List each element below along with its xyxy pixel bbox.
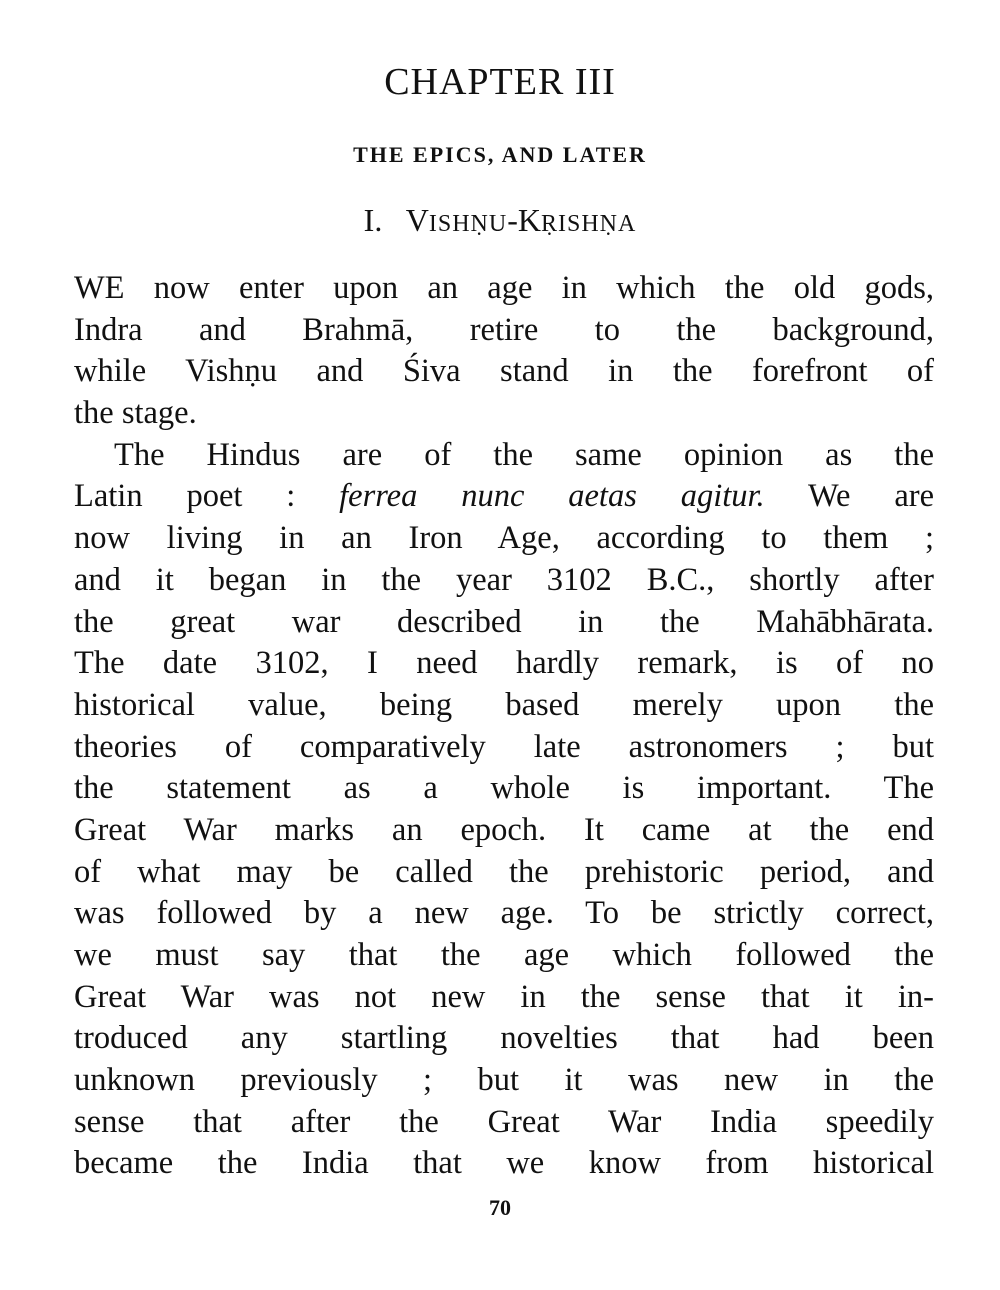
paragraph1-line: [74, 310, 934, 352]
paragraph2-line: [74, 518, 934, 560]
paragraph2-line-text: sense that after the Great War India speedily: [74, 1103, 934, 1140]
paragraph2-line-text: Great War was not new in the sense that it in-: [74, 978, 934, 1015]
paragraph2-line: [74, 935, 934, 977]
paragraph2-line-text: became the India that we know from historical: [74, 1145, 934, 1182]
section-title-sep: -: [507, 202, 518, 238]
section-number: I.: [363, 202, 383, 238]
paragraph2-line-mixed: [74, 476, 934, 518]
paragraph2-line: [74, 685, 934, 727]
paragraph2-line: [74, 893, 934, 935]
paragraph2-line: [74, 435, 934, 477]
section-title-rest2: ṚISHṆA: [540, 211, 637, 237]
paragraph2-line-text: we must say that the age which followed the: [74, 937, 934, 973]
paragraph2-line: [74, 727, 934, 769]
paragraph2-line-text: now living in an Iron Age, according to them ;: [74, 520, 934, 557]
paragraph2-line-text: The Hindus are of the same opinion as the: [114, 436, 934, 473]
paragraph2-line-text: the statement as a whole is important. The: [74, 770, 934, 807]
paragraph2-line-text: of what may be called the prehistoric period, and: [74, 853, 934, 890]
paragraph2-line-text: and it began in the year 3102 B.C., shortly after: [74, 561, 934, 598]
paragraph2-line-text: Great War marks an epoch. It came at the end: [74, 811, 934, 848]
section-title-cap2: K: [517, 202, 541, 238]
chapter-title: CHAPTER III: [384, 61, 616, 103]
paragraph1-line: [74, 351, 934, 393]
paragraph2-line: [74, 1102, 934, 1144]
paragraph2-line: [74, 560, 934, 602]
paragraph2-line-text: was followed by a new age. To be strictly correct,: [74, 895, 934, 932]
chapter-subtitle: THE EPICS, AND LATER: [353, 142, 647, 167]
paragraph2-line-text: The date 3102, I need hardly remark, is of no: [74, 645, 934, 682]
paragraph1-line-text: the stage.: [74, 395, 197, 432]
paragraph2-line: [74, 643, 934, 685]
page-number: 70: [489, 1195, 511, 1220]
section-title-rest1: ISHṆU: [428, 211, 508, 237]
paragraph2-line-text: theories of comparatively late astronomers ; but: [74, 728, 934, 765]
paragraph2-line: [74, 977, 934, 1019]
paragraph2-line-text: troduced any startling novelties that had been: [74, 1020, 934, 1057]
paragraph2-line: [74, 476, 934, 518]
paragraph2-line-text: the great war described in the Mahābhārata.: [74, 603, 934, 640]
section-title-cap1: V: [405, 202, 429, 238]
paragraph2-line: [74, 852, 934, 894]
paragraph2-line: [74, 768, 934, 810]
paragraph2-line: [74, 1060, 934, 1102]
paragraph1-line-text: Indra and Brahmā, retire to the background,: [74, 311, 934, 348]
paragraph2-line: [74, 1143, 934, 1185]
paragraph1-line: [74, 393, 934, 435]
paragraph2-line-text: historical value, being based merely upon the: [74, 686, 934, 723]
body-text: [74, 268, 934, 1185]
latin-quote: ferrea nunc aetas agitur.: [339, 478, 765, 515]
paragraph2-line2-pre: Latin poet :: [74, 478, 340, 515]
paragraph2-line: [74, 810, 934, 852]
paragraph2-line2-post: We are: [807, 478, 934, 515]
paragraph1-line-text: WE now enter upon an age in which the old gods,: [74, 270, 934, 306]
paragraph2-line: [74, 1018, 934, 1060]
paragraph2-line-text: unknown previously ; but it was new in the: [74, 1062, 934, 1099]
paragraph2-line: [74, 602, 934, 644]
paragraph1-line: [74, 268, 934, 310]
section-heading: [0, 199, 1000, 245]
paragraph1-line-text: while Vishṇu and Śiva stand in the forefront of: [74, 353, 934, 390]
